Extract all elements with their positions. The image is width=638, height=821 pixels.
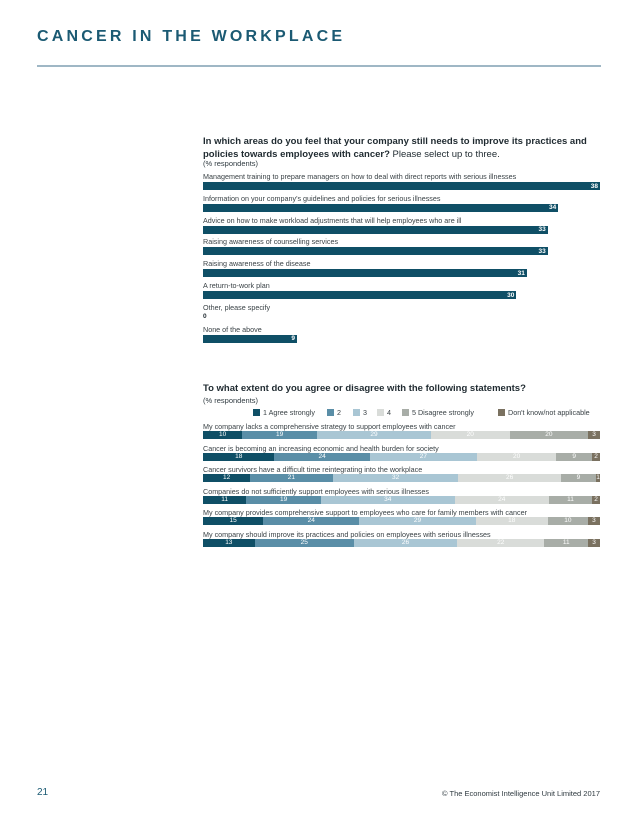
bar-segment: 29 <box>317 431 431 439</box>
bar-segment: 11 <box>549 496 592 504</box>
legend-label: Don't know/not applicable <box>508 408 590 417</box>
stacked-bar <box>203 453 600 461</box>
stack-label: My company provides comprehensive support to employees who care for family members with cancer <box>203 508 527 518</box>
bar <box>203 182 600 190</box>
chart-2-title: To what extent do you agree or disagree with the following statements? <box>203 383 526 394</box>
bar-segment: 21 <box>250 474 333 482</box>
chart-2-unit: (% respondents) <box>203 396 259 405</box>
title-divider <box>37 65 601 67</box>
bar-segment: 1 <box>596 474 600 482</box>
legend-swatch <box>253 409 260 416</box>
bar-segment: 3 <box>588 539 600 547</box>
bar-segment: 9 <box>556 453 592 461</box>
chart-1-title-bold: In which areas do you feel that your company still needs to improve its practices and policies towards employees with cancer? <box>203 136 587 160</box>
bar-segment: 2 <box>592 453 600 461</box>
bar-value-label: 9 <box>291 335 296 343</box>
stack-label: My company lacks a comprehensive strategy to support employees with cancer <box>203 422 456 431</box>
legend-swatch <box>353 409 360 416</box>
bar-label: Information on your company's guidelines and policies for serious illnesses <box>203 193 441 203</box>
stacked-bar <box>203 517 600 525</box>
page-title: CANCER IN THE WORKPLACE <box>37 28 346 45</box>
bar-segment: 24 <box>263 517 359 525</box>
stack-label: Companies do not sufficiently support employees with serious illnesses <box>203 486 429 496</box>
bar-segment: 29 <box>359 517 475 525</box>
bar-segment: 27 <box>370 453 477 461</box>
stacked-bar <box>203 431 600 439</box>
legend-label: 2 <box>337 408 341 417</box>
bar-label: Raising awareness of counselling services <box>203 237 339 247</box>
legend-label: 1 Agree strongly <box>263 408 315 417</box>
stacked-bar <box>203 496 600 504</box>
bar-segment: 11 <box>203 496 246 504</box>
page-number: 21 <box>37 787 49 798</box>
legend-swatch <box>377 409 384 416</box>
bar-segment: 24 <box>455 496 549 504</box>
stack-label: My company should improve its practices and policies on employees with serious illnesses <box>203 530 491 539</box>
bar-segment: 20 <box>431 431 510 439</box>
legend-swatch <box>402 409 409 416</box>
chart-1-title-plain: Please select up to three. <box>389 149 500 160</box>
legend-item <box>402 408 474 417</box>
bar-segment: 10 <box>548 517 588 525</box>
bar-label: Advice on how to make workload adjustments that will help employees who are ill <box>203 215 462 225</box>
bar-segment: 20 <box>477 453 556 461</box>
bar-segment: 25 <box>255 539 354 547</box>
bar-label: Other, please specify <box>203 302 271 312</box>
stack-label: Cancer survivors have a difficult time reintegrating into the workplace <box>203 465 423 475</box>
bar-segment: 26 <box>458 474 560 482</box>
legend-label: 4 <box>387 408 391 417</box>
bar <box>203 247 548 255</box>
bar-segment: 20 <box>510 431 589 439</box>
bar <box>203 226 548 234</box>
legend-item <box>498 408 590 417</box>
legend-item <box>377 408 391 417</box>
chart-1-title <box>203 135 603 161</box>
bar-segment: 18 <box>203 453 274 461</box>
bar-label: Management training to prepare managers on how to deal with direct reports with serious illnesses <box>203 172 517 181</box>
bar-segment: 3 <box>588 431 600 439</box>
legend-swatch <box>327 409 334 416</box>
stack-label: Cancer is becoming an increasing economic and health burden for society <box>203 443 439 453</box>
bar-segment: 19 <box>246 496 321 504</box>
bar-segment: 19 <box>242 431 317 439</box>
bar-segment: 12 <box>203 474 250 482</box>
bar-value-label: 34 <box>548 204 557 212</box>
legend-item <box>253 408 315 417</box>
copyright-notice: © The Economist Intelligence Unit Limited 2017 <box>442 789 600 798</box>
bar <box>203 204 558 212</box>
bar-segment: 10 <box>203 431 242 439</box>
legend-swatch <box>498 409 505 416</box>
bar-label: A return-to-work plan <box>203 281 270 290</box>
bar-segment: 22 <box>457 539 544 547</box>
bar-value-label: 0 <box>203 312 207 320</box>
legend-item <box>327 408 341 417</box>
bar-segment: 3 <box>588 517 600 525</box>
bar <box>203 269 527 277</box>
bar-value-label: 30 <box>507 291 515 299</box>
legend-label: 3 <box>363 408 367 417</box>
bar-segment: 32 <box>333 474 459 482</box>
bar-value-label: 33 <box>538 247 546 255</box>
legend-item <box>353 408 367 417</box>
bar-value-label: 33 <box>538 226 546 234</box>
bar-label: Raising awareness of the disease <box>203 259 311 269</box>
stacked-bar <box>203 539 600 547</box>
bar <box>203 291 516 299</box>
stacked-bar <box>203 474 600 482</box>
legend-label: 5 Disagree strongly <box>412 408 474 417</box>
bar-segment: 24 <box>274 453 369 461</box>
bar-value-label: 31 <box>517 269 525 277</box>
bar-segment: 9 <box>561 474 596 482</box>
bar-segment: 15 <box>203 517 263 525</box>
bar-segment: 2 <box>592 496 600 504</box>
bar-segment: 13 <box>203 539 255 547</box>
bar-label: None of the above <box>203 324 262 334</box>
bar-segment: 11 <box>544 539 588 547</box>
bar-segment: 18 <box>476 517 548 525</box>
chart-1-unit: (% respondents) <box>203 159 259 168</box>
bar-segment: 34 <box>321 496 455 504</box>
bar-value-label: 38 <box>590 182 598 190</box>
bar-segment: 26 <box>354 539 457 547</box>
